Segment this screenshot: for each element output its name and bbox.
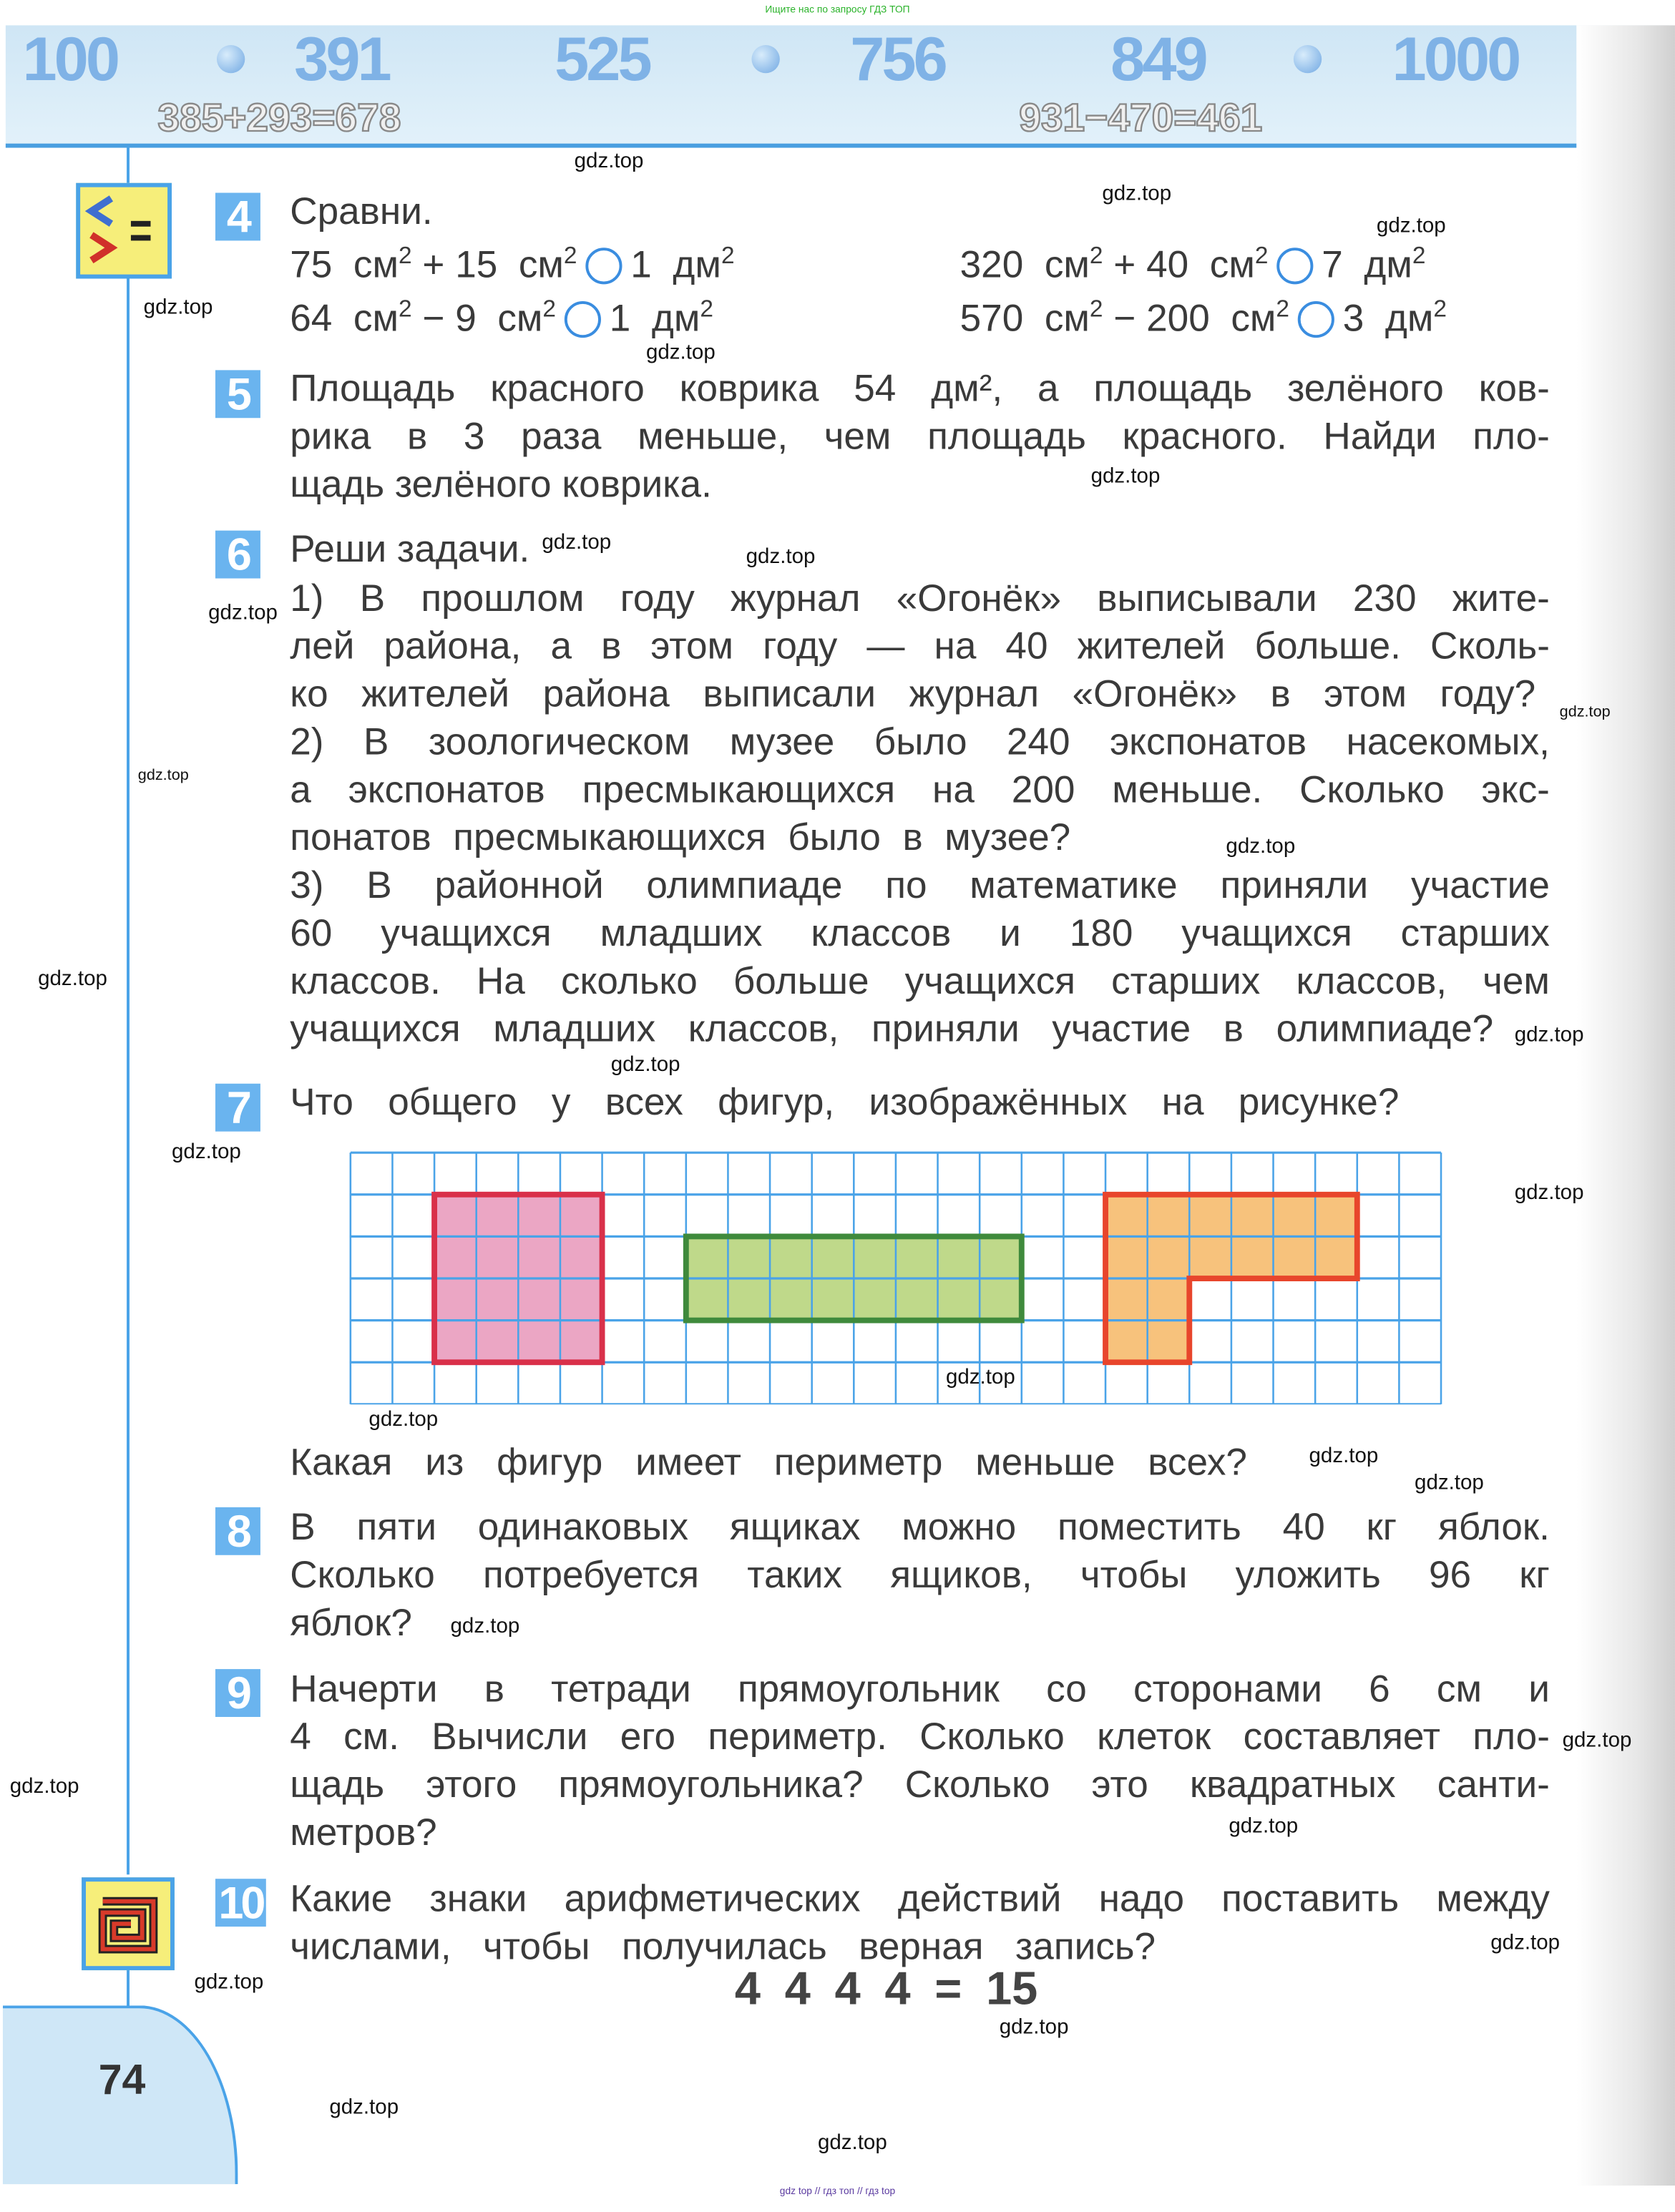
watermark: gdz.top (171, 1140, 241, 1164)
task-number-badge: 4 (215, 193, 260, 241)
watermark: gdz.top (194, 1970, 264, 1995)
watermark: gdz.top (329, 2095, 399, 2120)
watermark: gdz.top (38, 966, 107, 991)
task-text-line: щадь зелёного коврика. (290, 463, 712, 506)
pink-square-fill (433, 1193, 600, 1361)
banner-number: 391 (294, 25, 389, 94)
task-number-badge: 5 (215, 370, 260, 418)
compare-circle[interactable] (585, 248, 622, 284)
banner-number: 100 (22, 25, 118, 94)
banner-number: 756 (850, 25, 945, 94)
watermark: gdz.top (1490, 1930, 1561, 1955)
banner-number: 525 (555, 25, 650, 94)
compare-signs-icon (76, 183, 172, 279)
watermark: gdz.top (1415, 1470, 1484, 1495)
watermark: gdz.top (746, 544, 816, 569)
task-number-badge: 9 (215, 1669, 260, 1717)
task-title: Реши задачи. (290, 527, 530, 570)
compare-circle[interactable] (565, 301, 601, 338)
task-number-badge: 7 (215, 1084, 260, 1132)
watermark: gdz.top (368, 1407, 439, 1432)
watermark: gdz.top (143, 295, 213, 320)
watermark: gdz.top (450, 1614, 520, 1638)
watermark: gdz.top (208, 600, 278, 625)
margin-line (127, 147, 130, 183)
task-text-line: Сколько потребуется таких ящиков, чтобы уложить 96 кг (290, 1553, 1550, 1596)
task-text-line: щадь этого прямоугольника? Сколько это квадратных санти- (290, 1763, 1550, 1806)
task-text-line: 4 см. Вычисли его периметр. Сколько клеток составляет пло- (290, 1716, 1550, 1758)
task-text-line: рика в 3 раза меньше, чем площадь красного. Найди пло- (290, 415, 1550, 458)
banner-ball (217, 45, 245, 73)
green-rectangle-fill (685, 1235, 1020, 1318)
compare-circle[interactable] (1298, 301, 1334, 338)
task-number-badge: 10 (215, 1879, 266, 1927)
watermark: gdz.top (645, 341, 716, 365)
watermark: gdz.top (1229, 1814, 1299, 1839)
watermark: gdz.top (1559, 703, 1611, 721)
footer-note: gdz top // гдз топ // гдз top (779, 2187, 896, 2197)
spiral-puzzle-icon (82, 1877, 175, 1970)
task-title: Что общего у всех фигур, изображённых на рисунке? (290, 1080, 1400, 1123)
task-text-line: 60 учащихся младших классов и 180 учащихся старших (290, 911, 1550, 954)
watermark: gdz.top (945, 1365, 1015, 1389)
task-question: Какая из фигур имеет периметр меньше всех? (290, 1441, 1247, 1484)
equation-puzzle: 4 4 4 4 = 15 (734, 1962, 1038, 2015)
task-text-line: метров? (290, 1811, 437, 1854)
task-text-line: а экспонатов пресмыкающихся на 200 меньше. Сколько экс- (290, 768, 1550, 811)
watermark: gdz.top (610, 1052, 680, 1077)
watermark: gdz.top (1562, 1728, 1632, 1753)
task-text-line: понатов пресмыкающихся было в музее? (290, 816, 1071, 858)
watermark: gdz.top (1376, 214, 1446, 238)
orange-l-shape-fill (1104, 1193, 1356, 1277)
watermark: gdz.top (1102, 181, 1172, 206)
task-title: Сравни. (290, 190, 433, 233)
task-text-line: В пяти одинаковых ящиках можно поместить 40 кг яблок. (290, 1505, 1550, 1548)
watermark: gdz.top (542, 530, 612, 555)
task-number-badge: 8 (215, 1507, 260, 1555)
task-text-line: 2) В зоологическом музее было 240 экспонатов насекомых, (290, 720, 1550, 763)
banner-ball (1294, 45, 1322, 73)
page-number: 74 (98, 2057, 146, 2104)
banner-number: 1000 (1392, 25, 1519, 94)
margin-line (127, 276, 130, 1875)
banner-equation: 385+293=678 (157, 95, 401, 140)
top-note: Ищите нас по запросу ГДЗ ТОП (765, 5, 910, 16)
task-text-line: 1) В прошлом году журнал «Огонёк» выписывали 230 жите- (290, 577, 1550, 620)
watermark: gdz.top (137, 767, 189, 784)
task-text-line: числами, чтобы получилась верная запись? (290, 1925, 1156, 1968)
watermark: gdz.top (1090, 464, 1161, 489)
figure-grid (349, 1151, 1444, 1404)
watermark: gdz.top (9, 1774, 79, 1799)
task-text-line: классов. На сколько больше учащихся старших классов, чем (290, 959, 1550, 1002)
page-edge-shadow (1576, 25, 1675, 2186)
task-text-line: Начерти в тетради прямоугольник со сторонами 6 см и (290, 1668, 1550, 1711)
watermark: gdz.top (1309, 1444, 1379, 1468)
compare-row: 64 $см^2 - 9$ $см^2$ 1 $дм^2$ (290, 295, 714, 340)
task-text-line: Какие знаки арифметических действий надо поставить между (290, 1877, 1550, 1920)
banner-ball (751, 45, 779, 73)
task-text-line: учащихся младших классов, приняли участие в олимпиаде? (290, 1007, 1494, 1050)
task-number-badge: 6 (215, 531, 260, 579)
task-text-line: ко жителей района выписали журнал «Огонёк» в этом году? (290, 672, 1536, 715)
banner-equation: 931−470=461 (1019, 95, 1263, 140)
watermark: gdz.top (817, 2130, 887, 2155)
orange-l-shape-fill (1104, 1277, 1188, 1361)
task-text-line: яблок? (290, 1601, 412, 1644)
compare-circle[interactable] (1276, 248, 1313, 284)
watermark: gdz.top (1226, 834, 1296, 858)
watermark: gdz.top (574, 149, 644, 173)
banner-number: 849 (1110, 25, 1206, 94)
margin-line (127, 1967, 130, 2007)
task-text-line: 3) В районной олимпиаде по математике приняли участие (290, 863, 1550, 906)
watermark: gdz.top (1514, 1023, 1584, 1047)
compare-row: 320 $см^2 + 40$ $см^2$ 7 $дм^2$ (959, 242, 1426, 286)
compare-row: 75 $см^2 + 15$ $см^2$ 1 $дм^2$ (290, 242, 735, 286)
watermark: gdz.top (999, 2015, 1069, 2040)
watermark: gdz.top (1514, 1180, 1584, 1205)
task-text-line: Площадь красного коврика 54 дм², а площадь зелёного ков- (290, 367, 1550, 410)
compare-row: 570 $см^2 - 200$ $см^2$ 3 $дм^2$ (959, 295, 1447, 340)
task-text-line: лей района, а в этом году — на 40 жителей больше. Сколь- (290, 625, 1550, 667)
header-banner (6, 25, 1669, 147)
